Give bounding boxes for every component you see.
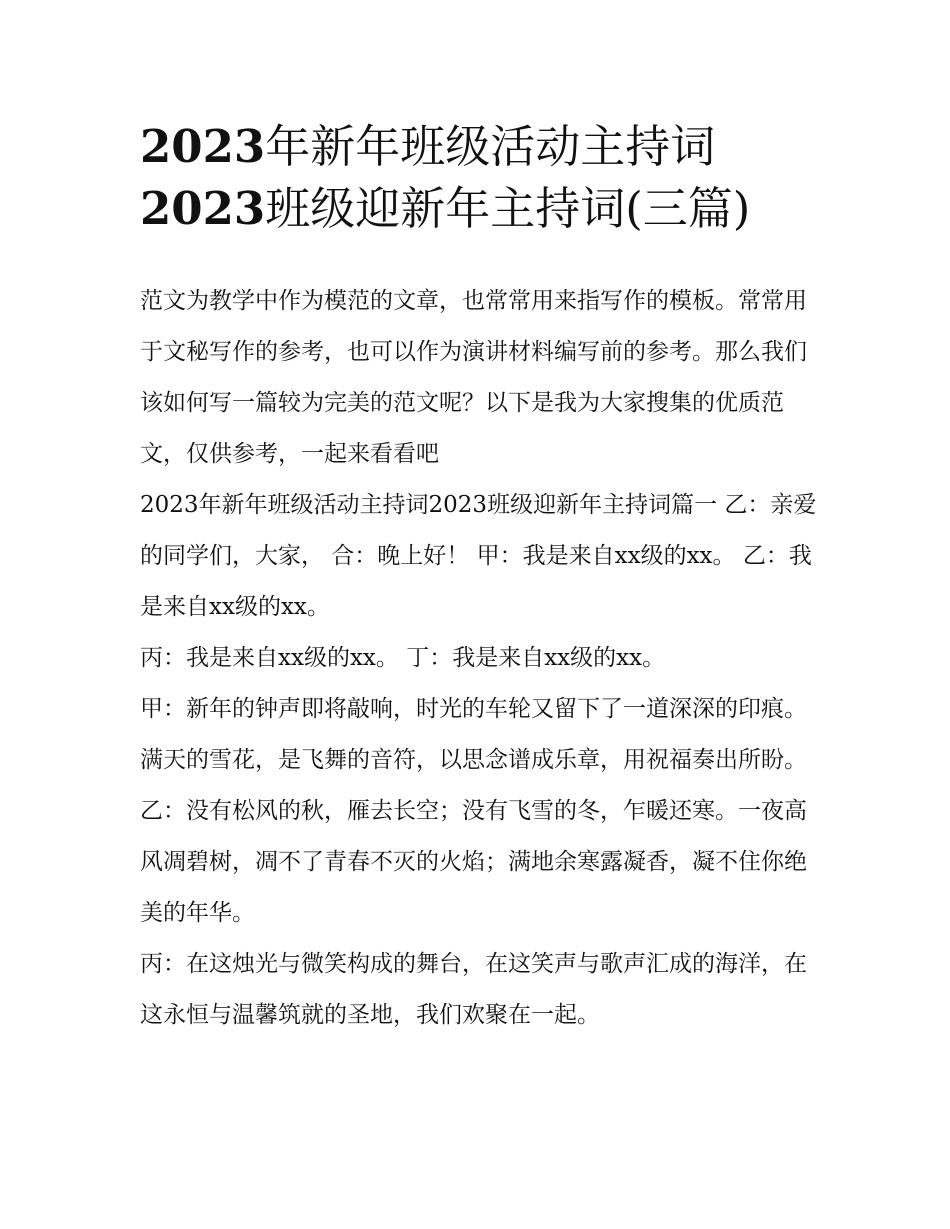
document-title <box>140 116 840 240</box>
title-year: 2023 <box>140 120 266 173</box>
body-paragraph: 乙：没有松风的秋，雁去长空；没有飞雪的冬，乍暖还寒。一夜高风凋碧树，凋不了青春不灭的火焰；满地余寒露凝香，凝不住你绝美的年华。 <box>140 798 807 926</box>
title-line-1: 2023年新年班级活动主持词 <box>140 120 716 173</box>
intro-paragraph: 范文为教学中作为模范的文章，也常常用来指写作的模板。常常用于文秘写作的参考，也可以作为演讲材料编写前的参考。那么我们该如何写一篇较为完美的范文呢？以下是我为大家搜集的优质范文，仅供参考，一起来看看吧 <box>140 288 807 467</box>
body-paragraph: 丙：我是来自xx级的xx。 丁：我是来自xx级的xx。 <box>140 645 666 671</box>
body-paragraph: 2023年新年班级活动主持词2023班级迎新年主持词篇一 乙：亲爱的同学们，大家， 合：晚上好！ 甲：我是来自xx级的xx。 乙：我是来自xx级的xx。 <box>140 492 817 620</box>
title-line-2: 2023班级迎新年主持词(三篇) <box>140 182 751 235</box>
body-paragraph: 丙：在这烛光与微笑构成的舞台，在这笑声与歌声汇成的海洋，在这永恒与温馨筑就的圣地，我们欢聚在一起。 <box>140 951 807 1028</box>
body-paragraph: 甲：新年的钟声即将敲响，时光的车轮又留下了一道深深的印痕。满天的雪花，是飞舞的音符，以思念谱成乐章，用祝福奏出所盼。 <box>140 696 807 773</box>
document-body <box>140 276 820 1041</box>
title-year: 2023 <box>140 182 266 235</box>
